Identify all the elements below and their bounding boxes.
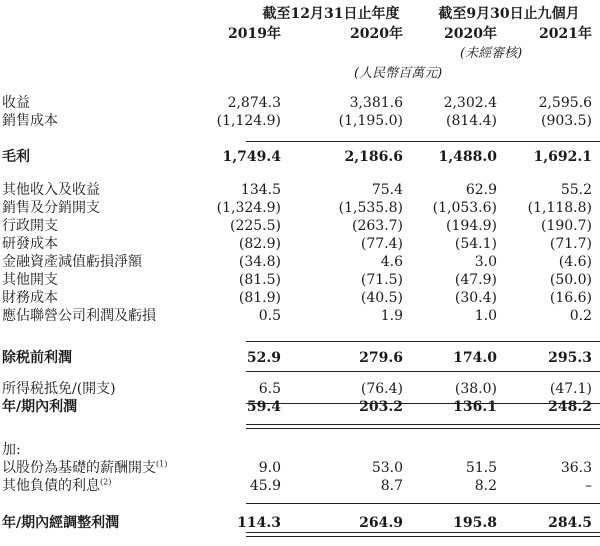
- row-label: [2, 515, 119, 531]
- row-label-text: 除税前利潤: [2, 350, 72, 366]
- row-value: 3,381.6: [349, 95, 403, 111]
- row-value: 6.5: [258, 381, 281, 397]
- row-value: 62.9: [465, 182, 497, 198]
- row-value: 195.8: [453, 515, 497, 531]
- row-value: 1,692.1: [533, 149, 592, 165]
- row-value: 2,874.3: [227, 95, 281, 111]
- row-label: [2, 200, 100, 216]
- row-value: 3.0: [474, 254, 497, 270]
- row-value: 1,749.4: [222, 149, 281, 165]
- row-label-text: 毛利: [2, 149, 30, 165]
- row-value: 45.9: [249, 478, 281, 494]
- row-value: (50.0): [549, 272, 592, 288]
- year-header-2021-nine-months: 2021年: [539, 26, 592, 42]
- row-value: 136.1: [453, 399, 497, 415]
- row-value: (77.4): [360, 236, 403, 252]
- row-value: (225.5): [229, 218, 281, 234]
- row-label-text: 銷售及分銷開支: [2, 200, 100, 216]
- year-header-2020: 2020年: [350, 26, 403, 42]
- row-label: [2, 478, 111, 494]
- row-value: (81.9): [238, 290, 281, 306]
- row-value: (190.7): [540, 218, 592, 234]
- double-rule-after-adjusted-profit: [246, 532, 600, 537]
- row-value: 248.2: [548, 399, 592, 415]
- year-header-2019: 2019年: [228, 26, 281, 42]
- row-label-text: 年/期內經調整利潤: [2, 515, 120, 531]
- row-value: 2,595.6: [538, 95, 592, 111]
- rule-after-income-tax: [246, 403, 600, 404]
- row-value: 1.9: [380, 308, 403, 324]
- row-value: (38.0): [454, 381, 497, 397]
- row-label: [2, 350, 72, 366]
- row-label-text: 加:: [2, 442, 21, 458]
- row-value: 2,186.6: [344, 149, 403, 165]
- row-value: 0.5: [258, 308, 281, 324]
- row-value: 4.6: [380, 254, 403, 270]
- row-label: [2, 95, 30, 111]
- row-label: [2, 218, 58, 234]
- row-value: 36.3: [560, 460, 592, 476]
- row-value: 8.2: [474, 478, 497, 494]
- row-value: (76.4): [360, 381, 403, 397]
- row-value: (40.5): [360, 290, 403, 306]
- row-label: [2, 381, 116, 397]
- row-value: (16.6): [549, 290, 592, 306]
- row-value: 55.2: [560, 182, 592, 198]
- row-value: (82.9): [238, 236, 281, 252]
- row-label-text: 研發成本: [2, 236, 58, 252]
- row-label-text: 收益: [2, 95, 30, 111]
- rule-after-profit-before-tax: [246, 371, 600, 372]
- footnote-marker: (2): [100, 477, 112, 487]
- row-label: [2, 236, 58, 252]
- row-label: [2, 113, 58, 129]
- year-header-2020-nine-months: 2020年: [444, 26, 497, 42]
- row-label: [2, 254, 142, 270]
- double-rule-after-profit: [246, 424, 600, 429]
- row-label: [2, 399, 77, 415]
- row-value: (263.7): [351, 218, 403, 234]
- row-label-text: 其他負債的利息: [2, 478, 100, 494]
- row-value: 203.2: [359, 399, 403, 415]
- row-label: [2, 290, 58, 306]
- rule-after-share-of-associates: [246, 341, 600, 342]
- row-value: (1,324.9): [216, 200, 281, 216]
- row-value: 174.0: [453, 350, 497, 366]
- row-label: [2, 308, 156, 324]
- row-value: (1,118.8): [527, 200, 592, 216]
- row-value: 9.0: [258, 460, 281, 476]
- row-value: (81.5): [238, 272, 281, 288]
- row-label-text: 其他收入及收益: [2, 182, 100, 198]
- row-label-text: 財務成本: [2, 290, 58, 306]
- row-value: 52.9: [246, 350, 281, 366]
- row-label: [2, 182, 100, 198]
- row-value: (1,535.8): [338, 200, 403, 216]
- row-value: 114.3: [237, 515, 281, 531]
- row-value: 284.5: [548, 515, 592, 531]
- row-value: 1,488.0: [438, 149, 497, 165]
- row-label-text: 金融資產減值虧損淨額: [2, 254, 142, 270]
- row-value: 134.5: [240, 182, 281, 198]
- row-value: (71.7): [549, 236, 592, 252]
- row-value: (47.9): [454, 272, 497, 288]
- row-label: [2, 442, 21, 458]
- row-value: (814.4): [445, 113, 497, 129]
- row-label-text: 年/期內利潤: [2, 399, 78, 415]
- row-label: [2, 272, 58, 288]
- row-value: (194.9): [445, 218, 497, 234]
- row-value: (1,195.0): [338, 113, 403, 129]
- row-value: 2,302.4: [443, 95, 497, 111]
- unaudited-note: (未經審核): [460, 46, 523, 61]
- row-value: 295.3: [548, 350, 592, 366]
- footnote-marker: (1): [156, 459, 168, 469]
- row-value: 0.2: [569, 308, 592, 324]
- rule-after-cost-of-sales: [246, 141, 600, 142]
- row-value: (1,053.6): [432, 200, 497, 216]
- row-value: 51.5: [465, 460, 497, 476]
- row-value: (71.5): [360, 272, 403, 288]
- row-value: (47.1): [549, 381, 592, 397]
- row-value: (1,124.9): [216, 113, 281, 129]
- row-value: 53.0: [371, 460, 403, 476]
- row-value: (54.1): [454, 236, 497, 252]
- row-value: 8.7: [380, 478, 403, 494]
- period-full-year-header: 截至12月31日止年度: [262, 6, 400, 22]
- row-value: 1.0: [474, 308, 497, 324]
- row-label-text: 其他開支: [2, 272, 58, 288]
- row-label: [2, 460, 167, 476]
- row-label: [2, 149, 30, 165]
- row-label-text: 行政開支: [2, 218, 58, 234]
- row-label-text: 應佔聯營公司利潤及虧損: [2, 308, 156, 324]
- row-value: 75.4: [371, 182, 403, 198]
- row-value: (4.6): [558, 254, 592, 270]
- row-value: –: [585, 478, 592, 494]
- row-value: 264.9: [359, 515, 403, 531]
- period-nine-months-header: 截至9月30日止九個月: [438, 6, 580, 22]
- unit-note: (人民幣百萬元): [354, 66, 443, 81]
- row-label-text: 以股份為基礎的薪酬開支: [2, 460, 156, 476]
- row-value: (34.8): [238, 254, 281, 270]
- row-label-text: 銷售成本: [2, 113, 58, 129]
- row-value: 279.6: [359, 350, 403, 366]
- rule-after-interest: [246, 503, 600, 504]
- row-value: (30.4): [454, 290, 497, 306]
- row-value: (903.5): [540, 113, 592, 129]
- row-value: 59.4: [246, 399, 281, 415]
- row-label-text: 所得税抵免/(開支): [2, 381, 116, 397]
